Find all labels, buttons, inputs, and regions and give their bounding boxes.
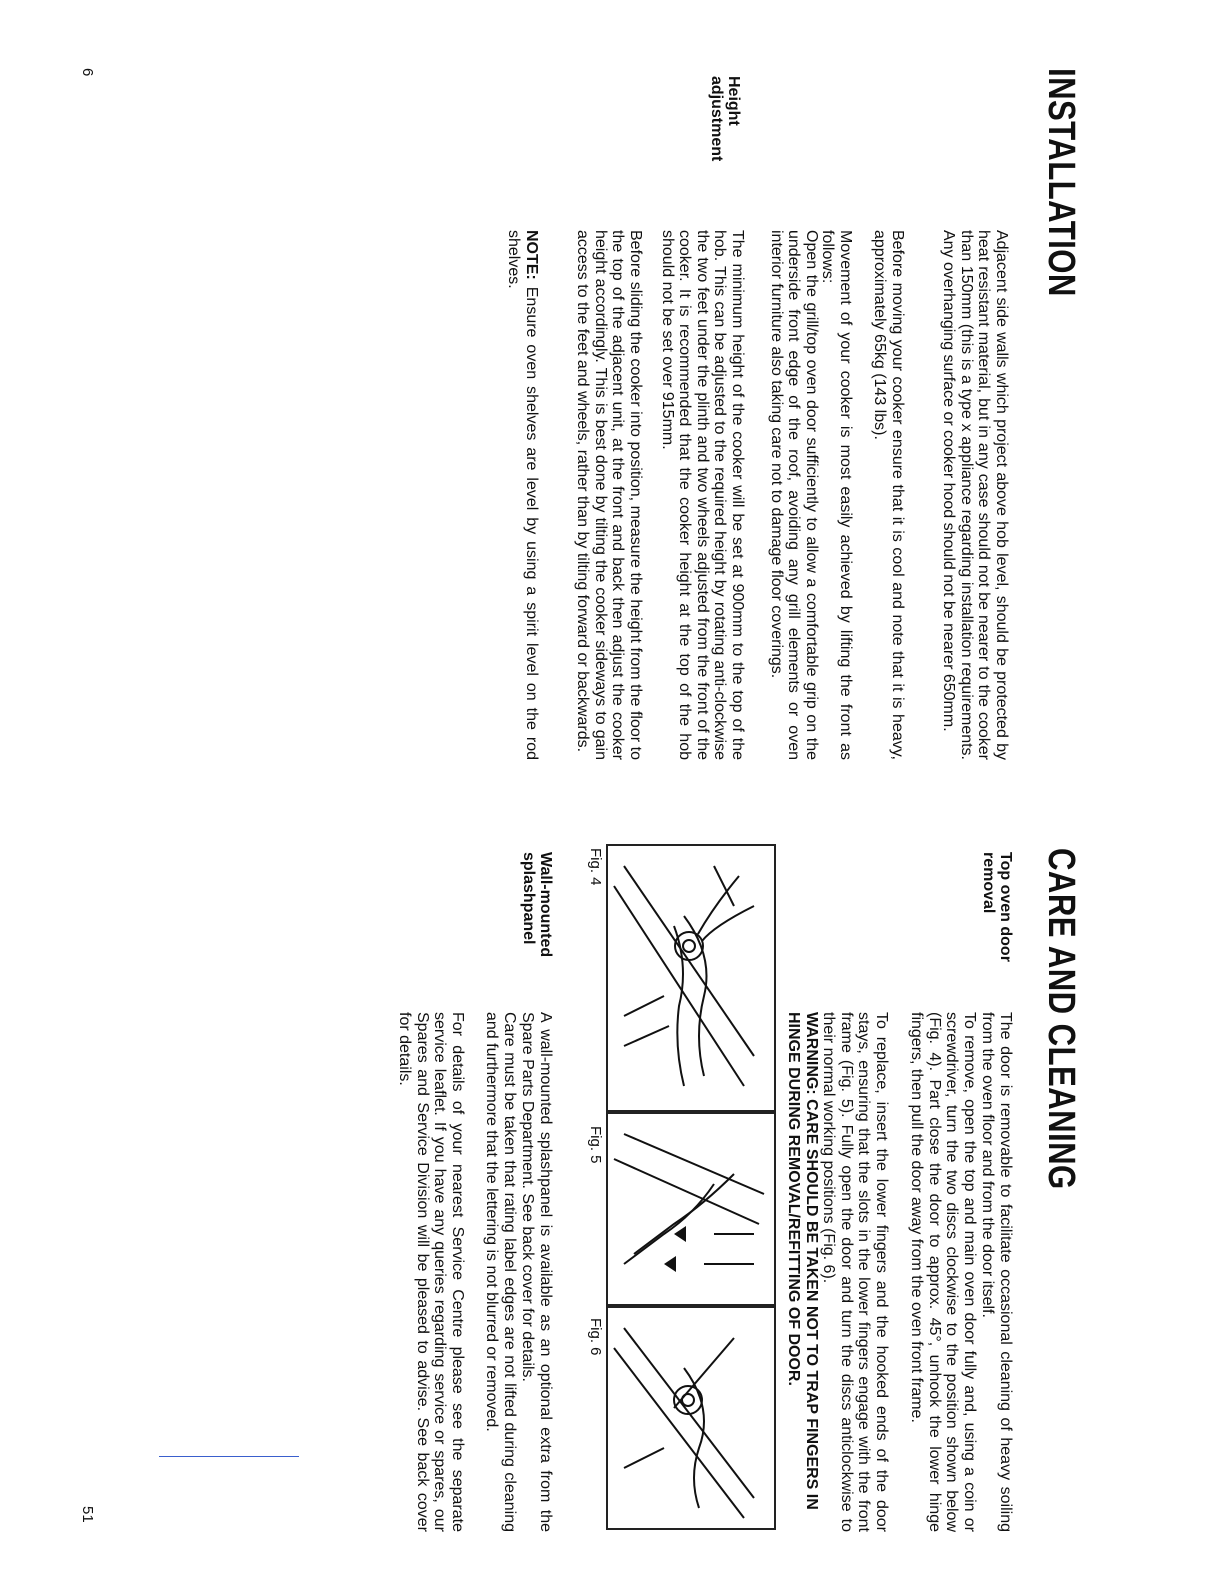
- hinge-fingers-arrows-icon: [608, 1114, 774, 1304]
- installation-paragraph-5: The minimum height of the cooker will be set at 900mm to the top of the hob. This can be adjusted to the required height by rotating anti-clockwise the two feet under the plinth and two wheels adjusted from the front of the cooker. It is recommended that the cooker height at the top of the hob should not be set over 915mm.: [659, 230, 746, 760]
- splash-paragraph-3: For details of your nearest Service Centre please see the separate service leaflet. If you have any queries regarding service or spares, our Spares and Service Division will be pleased to advise. See back cover for details.: [396, 1012, 466, 1532]
- fig-6-illustration: [606, 1306, 776, 1530]
- installation-paragraph-3: Movement of your cooker is most easily achieved by lifting the front as follows:: [819, 230, 854, 760]
- hinge-disc-hand-icon: [608, 846, 774, 1110]
- care-cleaning-title: CARE AND CLEANING: [1040, 848, 1082, 1190]
- fig-5-label: Fig. 5: [587, 1126, 604, 1164]
- fig-4-label: Fig. 4: [587, 848, 604, 886]
- wall-mounted-splashpanel-heading: Wall-mounted splashpanel: [520, 852, 554, 958]
- height-adjustment-heading: Height adjustment: [708, 76, 742, 162]
- splash-paragraph-2: Care must be taken that rating label edges are not lifted during cleaning and furthermore that the lettering is not blurred or removed.: [483, 1012, 518, 1532]
- fig-4-illustration: [606, 844, 776, 1112]
- fig-5-illustration: [606, 1112, 776, 1306]
- installation-note: [505, 230, 540, 760]
- installation-paragraph-1: Adjacent side walls which project above hob level, should be protected by heat resistant material, but in any case should not be nearer to the cooker than 150mm (this is a type x appliance regarding installation requirements. Any overhanging surface or cooker hood should not be nearer 650mm.: [940, 230, 1010, 760]
- care-paragraph-2: To remove, open the top and main oven door fully and, using a coin or screwdriver, turn the two discs clockwise to the position shown below (Fig. 4). Part close the door to approx. 45°, unhook the lower hinge fingers, then pull the door away from the oven front frame.: [908, 1012, 978, 1532]
- installation-paragraph-6: Before sliding the cooker into position, measure the height from the floor to the top of the adjacent unit, at the front and back then adjust the cooker height accordingly. This is best done by tilting the cooker sideways to gain access to the feet and wheels, rather than by tilting forward or backwards.: [574, 230, 644, 760]
- fig-6-label: Fig. 6: [587, 1318, 604, 1356]
- note-text: Ensure oven shelves are level by using a spirit level on the rod shelves.: [505, 230, 540, 760]
- installation-paragraph-4: Open the grill/top oven door sufficiently to allow a comfortable grip on the underside front edge of the roof, avoiding any grill elements or oven interior furniture also taking care not to damage floor coverings.: [768, 230, 820, 760]
- page-number-right: 51: [79, 1506, 96, 1523]
- installation-title: INSTALLATION: [1040, 68, 1082, 297]
- hinge-disc-closed-icon: [608, 1308, 774, 1528]
- note-label: NOTE:: [523, 230, 540, 280]
- top-oven-door-removal-heading: Top oven door removal: [980, 852, 1014, 962]
- care-paragraph-3: To replace, insert the lower fingers and the hooked ends of the door stays, ensuring that the slots in the lower fingers engage with the front frame (Fig. 5). Fully open the door and turn the discs anticlockwise to their normal working positions (Fig. 6).: [820, 1012, 890, 1532]
- footer-rule: [159, 1456, 299, 1457]
- care-paragraph-1: The door is removable to facilitate occasional cleaning of heavy soiling from the oven floor and from the door itself.: [979, 1012, 1014, 1532]
- installation-paragraph-2: Before moving your cooker ensure that it is cool and note that it is heavy, approximately 65kg (143 lbs).: [871, 230, 906, 760]
- hinge-warning: WARNING: CARE SHOULD BE TAKEN NOT TO TRAP FINGERS IN HINGE DURING REMOVAL/REFITTING OF DOOR.: [785, 1012, 820, 1510]
- splash-paragraph-1: A wall-mounted splashpanel is available as an optional extra from the Spare Parts Department. See back cover for details.: [519, 1012, 554, 1532]
- page-number-left: 6: [79, 68, 96, 77]
